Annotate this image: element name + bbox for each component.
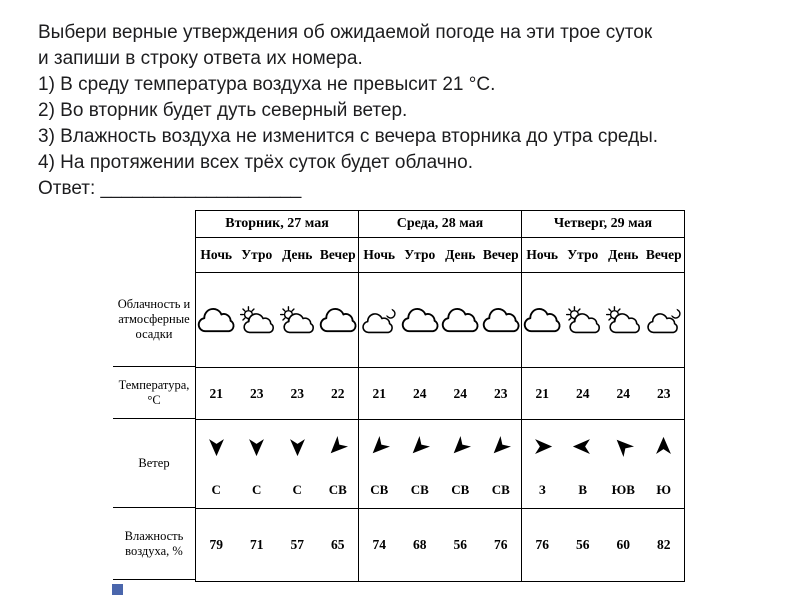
wind-arrow-icon: [318, 420, 359, 472]
time-header: Ночь: [526, 247, 559, 262]
time-header: Ночь: [363, 247, 396, 262]
day-column-tuesday: [195, 210, 358, 582]
day-column-wednesday: [358, 210, 521, 582]
day-title: Четверг, 29 мая: [522, 211, 684, 238]
weather-icon: [237, 273, 278, 367]
wind-arrow-icon: [440, 420, 481, 472]
wind-direction-label: В: [578, 482, 588, 497]
wind-arrow-icon: [196, 420, 237, 472]
humidity-value: 65: [331, 537, 345, 552]
task-text-block: [38, 20, 768, 202]
time-header: Вечер: [482, 247, 519, 262]
humidity-value: 60: [616, 537, 630, 552]
task-intro-line-2: и запиши в строку ответа их номера.: [38, 48, 363, 69]
wind-arrow-icon: [522, 420, 563, 472]
wind-arrow-icon: [400, 420, 441, 472]
time-header: День: [445, 247, 476, 262]
weather-icon: [440, 273, 481, 367]
time-header: День: [608, 247, 639, 262]
weather-table: [113, 210, 685, 582]
statement-1: 1) В среду температура воздуха не превысит 21 °С.: [38, 74, 496, 95]
slide-marker-decoration: [112, 584, 123, 595]
day-title: Вторник, 27 мая: [196, 211, 358, 238]
day-column-thursday: [521, 210, 685, 582]
wind-direction-label: СВ: [370, 482, 389, 497]
temperature-value: 24: [576, 385, 590, 401]
temperature-value: 21: [372, 385, 386, 401]
weather-icon: [563, 273, 604, 367]
time-header: Утро: [404, 247, 436, 262]
humidity-value: 79: [209, 537, 223, 552]
temperature-value: 23: [657, 385, 671, 401]
weather-icon: [644, 273, 685, 367]
wind-arrow-icon: [603, 420, 644, 472]
humidity-value: 68: [413, 537, 427, 552]
weather-icon: [522, 273, 563, 367]
time-header: День: [282, 247, 313, 262]
answer-line: Ответ: ___________________: [38, 178, 302, 199]
wind-arrow-icon: [359, 420, 400, 472]
temperature-value: 24: [413, 385, 427, 401]
statement-2: 2) Во вторник будет дуть северный ветер.: [38, 100, 408, 121]
temperature-value: 21: [535, 385, 549, 401]
wind-direction-label: СВ: [491, 482, 510, 497]
humidity-value: 56: [453, 537, 467, 552]
temperature-value: 22: [331, 385, 345, 401]
label-column-spacer: [113, 210, 195, 272]
wind-arrow-icon: [644, 420, 685, 472]
wind-direction-label: СВ: [328, 482, 347, 497]
wind-direction-label: З: [538, 482, 546, 497]
wind-direction-label: С: [252, 482, 262, 497]
wind-direction-label: Ю: [656, 482, 672, 497]
humidity-value: 76: [535, 537, 549, 552]
temperature-value: 21: [209, 385, 223, 401]
time-header: Вечер: [645, 247, 682, 262]
weather-icon: [196, 273, 237, 367]
wind-direction-label: С: [211, 482, 221, 497]
wind-arrow-icon: [277, 420, 318, 472]
humidity-value: 57: [290, 537, 304, 552]
wind-arrow-icon: [237, 420, 278, 472]
row-label-cloudiness: Облачность и атмосферные осадки: [113, 272, 195, 367]
wind-direction-label: СВ: [451, 482, 470, 497]
row-label-wind: Ветер: [113, 419, 195, 508]
weather-icon: [277, 273, 318, 367]
temperature-value: 24: [453, 385, 467, 401]
row-label-column: [113, 210, 195, 582]
statement-3: 3) Влажность воздуха не изменится с вечера вторника до утра среды.: [38, 126, 659, 147]
wind-direction-label: ЮВ: [611, 482, 635, 497]
humidity-value: 76: [494, 537, 508, 552]
temperature-value: 24: [616, 385, 630, 401]
wind-arrow-icon: [481, 420, 522, 472]
wind-arrow-icon: [563, 420, 604, 472]
weather-icon: [481, 273, 522, 367]
humidity-value: 71: [250, 537, 264, 552]
temperature-value: 23: [250, 385, 264, 401]
temperature-value: 23: [290, 385, 304, 401]
wind-direction-label: СВ: [410, 482, 429, 497]
statement-4: 4) На протяжении всех трёх суток будет облачно.: [38, 152, 473, 173]
weather-icon: [359, 273, 400, 367]
row-label-temperature: Температура, °С: [113, 367, 195, 419]
temperature-value: 23: [494, 385, 508, 401]
weather-icon: [603, 273, 644, 367]
weather-icon: [318, 273, 359, 367]
time-header: Утро: [241, 247, 273, 262]
humidity-value: 56: [576, 537, 590, 552]
row-label-humidity: Влажность воздуха, %: [113, 508, 195, 580]
time-header: Утро: [567, 247, 599, 262]
humidity-value: 82: [657, 537, 671, 552]
time-header: Вечер: [319, 247, 356, 262]
humidity-value: 74: [372, 537, 386, 552]
task-intro-line-1: Выбери верные утверждения об ожидаемой погоде на эти трое суток: [38, 22, 653, 43]
day-title: Среда, 28 мая: [359, 211, 521, 238]
time-header: Ночь: [200, 247, 233, 262]
wind-direction-label: С: [292, 482, 302, 497]
weather-icon: [400, 273, 441, 367]
